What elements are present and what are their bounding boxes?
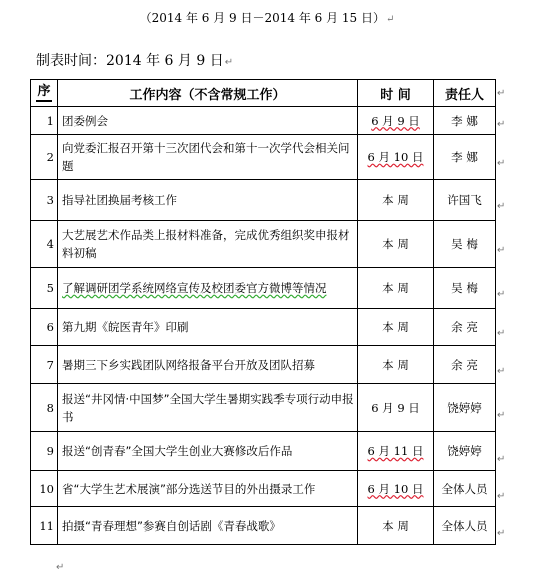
row-task: 暑期三下乡实践团队网络报备平台开放及团队招募 [58,346,358,384]
table-row [31,471,496,507]
row-end-mark: ↵ [497,528,506,539]
row-end-mark: ↵ [497,410,506,421]
row-time: 6 月 11 日 [358,432,434,471]
row-task: 报送“井冈情·中国梦”全国大学生暑期实践季专项行动申报书 [58,384,358,432]
row-task: 第九期《皖医青年》印刷 [58,309,358,346]
table-header-row [31,80,496,107]
row-number: 8 [31,384,58,432]
row-number: 5 [31,268,58,309]
work-plan-table [30,79,496,545]
row-end-mark: ↵ [497,158,506,169]
row-number: 9 [31,432,58,471]
row-end-mark: ↵ [497,491,506,502]
table-row [31,507,496,545]
row-number: 4 [31,221,58,268]
table-row [31,180,496,221]
header-person: 责任人 [434,80,496,107]
row-number: 1 [31,107,58,135]
row-person: 李 娜 [434,107,496,135]
header-task: 工作内容（不含常规工作） [58,80,358,107]
row-end-mark: ↵ [497,366,506,377]
row-time: 本 周 [358,309,434,346]
row-task: 报送“创青春”全国大学生创业大赛修改后作品 [58,432,358,471]
table-row [31,107,496,135]
header-time: 时 间 [358,80,434,107]
row-person: 许国飞 [434,180,496,221]
row-task: 大艺展艺术作品类上报材料准备，完成优秀组织奖申报材料初稿 [58,221,358,268]
table-row [31,268,496,309]
row-number: 11 [31,507,58,545]
paragraph-mark: ↵ [386,14,395,25]
row-time: 本 周 [358,180,434,221]
table-row [31,309,496,346]
row-time: 6 月 10 日 [358,471,434,507]
row-person: 李 娜 [434,135,496,180]
row-task: 拍摄“青春理想”参赛自创话剧《青春战歌》 [58,507,358,545]
row-person: 吴 梅 [434,221,496,268]
row-end-mark: ↵ [497,245,506,256]
row-number: 10 [31,471,58,507]
row-number: 6 [31,309,58,346]
table-row [31,432,496,471]
row-task: 了解调研团学系统网络宣传及校团委官方微博等情况 [58,268,358,309]
row-person: 全体人员 [434,507,496,545]
row-number: 3 [31,180,58,221]
made-time-date: 2014 年 6 月 9 日 [106,53,224,69]
row-time: 6 月 10 日 [358,135,434,180]
row-person: 吴 梅 [434,268,496,309]
header-seq: 序 [31,80,58,107]
row-number: 2 [31,135,58,180]
made-time-label: 制表时间： [36,53,106,69]
made-time-line [36,50,233,70]
row-end-mark: ↵ [497,88,506,99]
row-time: 本 周 [358,346,434,384]
row-task: 团委例会 [58,107,358,135]
row-time: 6 月 9 日 [358,384,434,432]
date-range: （2014 年 6 月 9 日－2014 年 6 月 15 日）↵ [139,11,395,25]
table-row [31,135,496,180]
row-person: 余 亮 [434,346,496,384]
row-end-mark: ↵ [497,328,506,339]
row-task: 向党委汇报召开第十三次团代会和第十一次学代会相关问题 [58,135,358,180]
row-person: 饶婷婷 [434,384,496,432]
row-time: 本 周 [358,221,434,268]
paragraph-mark: ↵ [56,562,65,573]
row-end-mark: ↵ [497,454,506,465]
row-task: 指导社团换届考核工作 [58,180,358,221]
row-person: 全体人员 [434,471,496,507]
row-time: 6 月 9 日 [358,107,434,135]
row-task: 省“大学生艺术展演”部分选送节目的外出摄录工作 [58,471,358,507]
row-end-mark: ↵ [497,201,506,212]
table-row [31,384,496,432]
paragraph-mark: ↵ [224,57,234,68]
row-person: 余 亮 [434,309,496,346]
row-end-mark: ↵ [497,119,506,130]
row-person: 饶婷婷 [434,432,496,471]
row-time: 本 周 [358,268,434,309]
table-row [31,346,496,384]
row-end-mark: ↵ [497,289,506,300]
table-row [31,221,496,268]
row-time: 本 周 [358,507,434,545]
row-number: 7 [31,346,58,384]
